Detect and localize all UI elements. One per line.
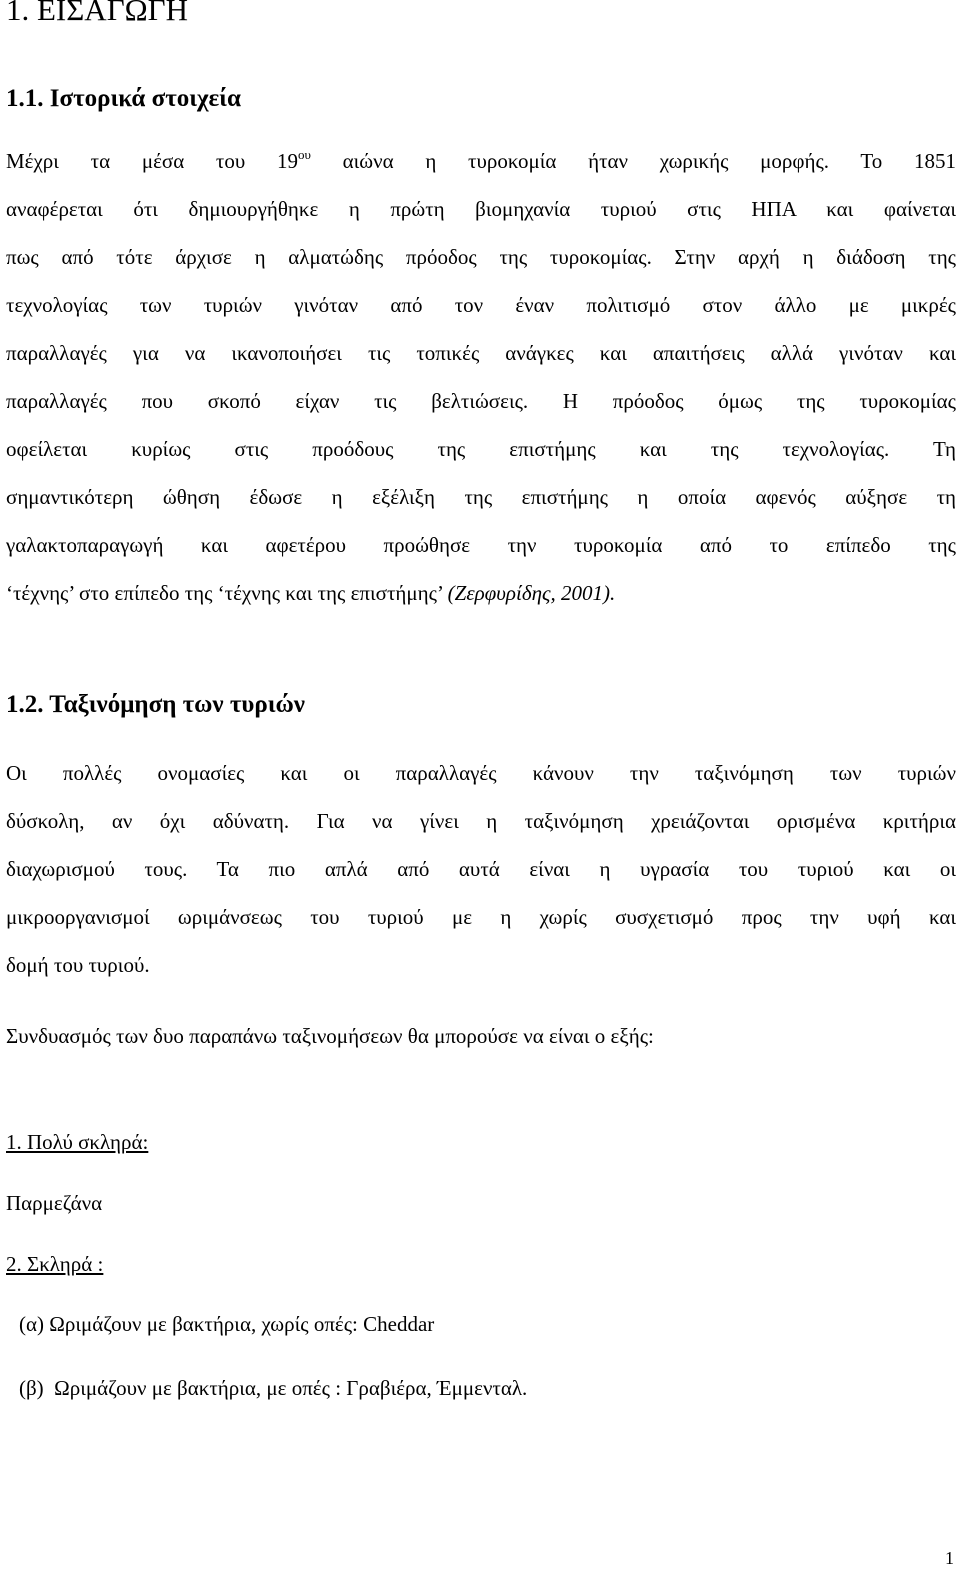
page-number: 1 xyxy=(945,1548,954,1568)
paragraph-line: διαχωρισμού τους. Τα πιο απλά από αυτά είναι η υγρασία του τυριού και οι xyxy=(6,857,956,881)
paragraph-line: γαλακτοπαραγωγή και αφετέρου προώθησε την τυροκομία από το επίπεδο της xyxy=(6,533,956,557)
paragraph-line: Οι πολλές ονομασίες και οι παραλλαγές κάνουν την ταξινόμηση των τυριών xyxy=(6,761,956,785)
section-heading-history: 1.1. Ιστορικά στοιχεία xyxy=(6,85,241,112)
category-hard-item: (β) Ωριμάζουν με βακτήρια, με οπές : Γραβιέρα, Έμμενταλ. xyxy=(19,1376,528,1400)
paragraph-line: τεχνολογίας των τυριών γινόταν από τον έναν πολιτισμό στον άλλο με μικρές xyxy=(6,293,956,317)
paragraph-line: σημαντικότερη ώθηση έδωσε η εξέλιξη της επιστήμης η οποία αφενός αύξησε τη xyxy=(6,485,956,509)
paragraph-line: δομή του τυριού. xyxy=(6,953,150,977)
line-text: Μέχρι τα μέσα του 19 xyxy=(6,149,298,173)
section-heading-classification: 1.2. Ταξινόμηση των τυριών xyxy=(6,691,305,718)
classification-paragraph xyxy=(6,749,956,989)
paragraph-line: αναφέρεται ότι δημιουργήθηκε η πρώτη βιομηχανία τυριού στις ΗΠΑ και φαίνεται xyxy=(6,197,956,221)
category-very-hard-example: Παρμεζάνα xyxy=(6,1191,103,1215)
paragraph-line: δύσκολη, αν όχι αδύνατη. Για να γίνει η ταξινόμηση χρειάζονται ορισμένα κριτήρια xyxy=(6,809,956,833)
paragraph-line: οφείλεται κυρίως στις προόδους της επιστήμης και της τεχνολογίας. Τη xyxy=(6,437,956,461)
category-very-hard-title: 1. Πολύ σκληρά: xyxy=(6,1130,149,1154)
paragraph-line xyxy=(6,137,956,185)
history-paragraph xyxy=(6,137,956,617)
paragraph-line xyxy=(6,569,956,617)
line-text: ‘τέχνης’ στο επίπεδο της ‘τέχνης και της επιστήμης’ xyxy=(6,581,448,605)
superscript: ου xyxy=(298,147,311,162)
combination-sentence: Συνδυασμός των δυο παραπάνω ταξινομήσεων θα μπορούσε να είναι ο εξής: xyxy=(6,1024,654,1048)
line-text: αιώνα η τυροκομία ήταν χωρικής μορφής. Το 1851 xyxy=(310,149,956,173)
chapter-heading: 1. ΕΙΣΑΓΩΓΗ xyxy=(6,0,188,27)
paragraph-line: πως από τότε άρχισε η αλματώδης πρόοδος της τυροκομίας. Στην αρχή η διάδοση της xyxy=(6,245,956,269)
paragraph-line: παραλλαγές που σκοπό είχαν τις βελτιώσεις. Η πρόοδος όμως της τυροκομίας xyxy=(6,389,956,413)
category-hard-title: 2. Σκληρά : xyxy=(6,1252,104,1276)
category-hard-item: (α) Ωριμάζουν με βακτήρια, χωρίς οπές: Cheddar xyxy=(19,1312,435,1336)
paragraph-line: μικροοργανισμοί ωριμάνσεως του τυριού με η χωρίς συσχετισμό προς την υφή και xyxy=(6,905,956,929)
paragraph-line: παραλλαγές για να ικανοποιήσει τις τοπικές ανάγκες και απαιτήσεις αλλά γινόταν και xyxy=(6,341,956,365)
citation: (Ζερφυρίδης, 2001). xyxy=(447,581,616,605)
